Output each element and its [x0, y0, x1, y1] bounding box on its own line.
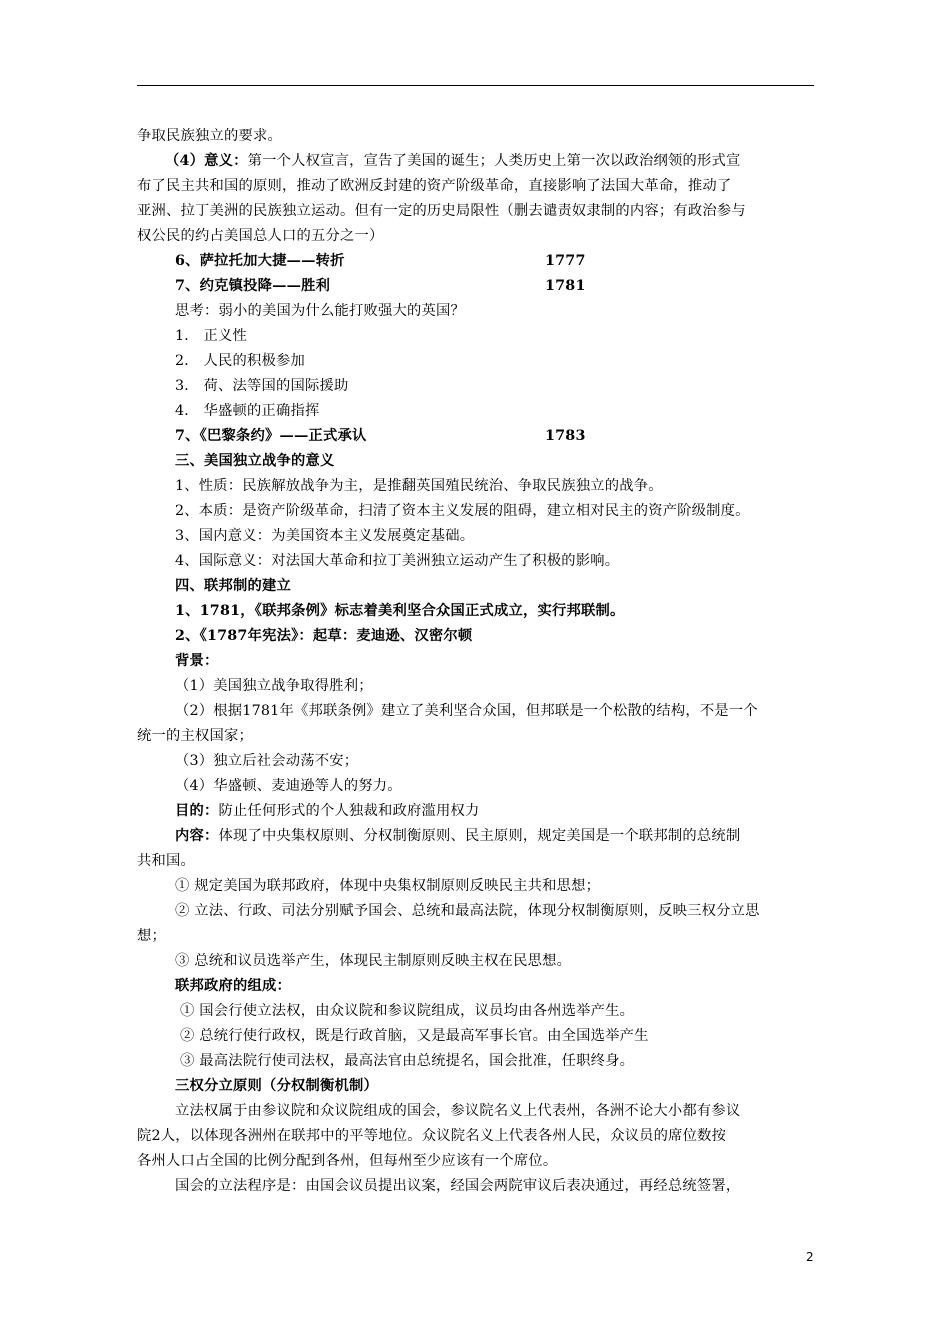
line-37: ② 总统行使行政权，既是行政首脑，又是最高军事长官。由全国选举产生: [180, 1028, 649, 1044]
line-30: 共和国。: [137, 853, 195, 869]
line-34: ③ 总统和议员选举产生，体现民主制原则反映主权在民思想。: [175, 953, 572, 969]
line-28: 目的：防止任何形式的个人独裁和政府滥用权力: [175, 803, 480, 819]
line-6: 6、萨拉托加大捷——转折 1777: [175, 253, 586, 269]
line-38: ③ 最高法院行使司法权，最高法官由总统提名，国会批准，任职终身。: [180, 1053, 635, 1069]
line-2: （4）意义：第一个人权宣言，宣告了美国的诞生；人类历史上第一次以政治纲领的形式宣: [165, 153, 741, 169]
line-10: 2． 人民的积极参加: [175, 353, 306, 369]
line-26: （3）独立后社会动荡不安；: [175, 753, 359, 769]
line-40: 立法权属于由参议院和众议院组成的国会，参议院名义上代表州，各洲不论大小都有参议: [175, 1103, 741, 1119]
line-42: 各州人口占全国的比例分配到各州，但每州至少应该有一个席位。: [137, 1153, 558, 1169]
line-22: 背景：: [175, 653, 219, 669]
line-11: 3． 荷、法等国的国际援助: [175, 378, 349, 394]
line-35: 联邦政府的组成：: [175, 978, 291, 994]
line-3: 布了民主共和国的原则，推动了欧洲反封建的资产阶级革命，直接影响了法国大革命，推动了: [137, 178, 732, 194]
line-36: ① 国会行使立法权，由众议院和参议院组成，议员均由各州选举产生。: [180, 1003, 635, 1019]
line-27: （4）华盛顿、麦迪逊等人的努力。: [175, 778, 402, 794]
line-43: 国会的立法程序是：由国会议员提出议案，经国会两院审议后表决通过，再经总统签署，: [175, 1178, 741, 1194]
line-1: 争取民族独立的要求。: [137, 128, 282, 144]
line-32: ② 立法、行政、司法分别赋予国会、总统和最高法院，体现分权制衡原则，反映三权分立思: [175, 903, 760, 919]
line-29: 内容：体现了中央集权原则、分权制衡原则、民主原则，规定美国是一个联邦制的总统制: [175, 828, 741, 844]
date-1777: 1777: [545, 253, 586, 269]
line-15: 1、性质：民族解放战争为主，是推翻英国殖民统治、争取民族独立的战争。: [175, 478, 663, 494]
line-24: （2）根据1781年《邦联条例》建立了美利坚合众国，但邦联是一个松散的结构，不是一个: [175, 703, 758, 719]
header-rule: [137, 85, 814, 86]
line-17: 3、国内意义：为美国资本主义发展奠定基础。: [175, 528, 475, 544]
line-13: 7、《巴黎条约》——正式承认 1783: [175, 428, 586, 444]
line-23: （1）美国独立战争取得胜利；: [175, 678, 373, 694]
line-25: 统一的主权国家；: [137, 728, 253, 744]
date-1783: 1783: [545, 428, 586, 444]
page-number: 2: [806, 1250, 814, 1264]
line-8: 思考：弱小的美国为什么能打败强大的英国？: [175, 303, 465, 319]
line-4: 亚洲、拉丁美洲的民族独立运动。但有一定的历史局限性（删去谴责奴隶制的内容；有政治参与: [137, 203, 746, 219]
line-5: 权公民的约占美国总人口的五分之一）: [137, 228, 384, 244]
date-1781: 1781: [545, 278, 586, 294]
line-41: 院2人，以体现各洲州在联邦中的平等地位。众议院名义上代表各州人民，众议员的席位数按: [137, 1128, 727, 1144]
section-heading-3: 三、美国独立战争的意义: [175, 453, 335, 469]
section-heading-4: 四、联邦制的建立: [175, 578, 291, 594]
line-20: 1、1781，《联邦条例》标志着美利坚合众国正式成立，实行邦联制。: [175, 603, 625, 619]
line-18: 4、国际意义：对法国大革命和拉丁美洲独立运动产生了积极的影响。: [175, 553, 620, 569]
line-16: 2、本质：是资产阶级革命，扫清了资本主义发展的阻碍，建立相对民主的资产阶级制度。: [175, 503, 750, 519]
line-33: 想；: [137, 928, 166, 944]
line-7: 7、约克镇投降——胜利 1781: [175, 278, 586, 294]
line-31: ① 规定美国为联邦政府，体现中央集权制原则反映民主共和思想；: [175, 878, 601, 894]
line-9: 1． 正义性: [175, 328, 248, 344]
line-21: 2、《1787年宪法》：起草：麦迪逊、汉密尔顿: [175, 628, 473, 644]
line-12: 4． 华盛顿的正确指挥: [175, 403, 320, 419]
line-39: 三权分立原则（分权制衡机制）: [175, 1078, 378, 1094]
